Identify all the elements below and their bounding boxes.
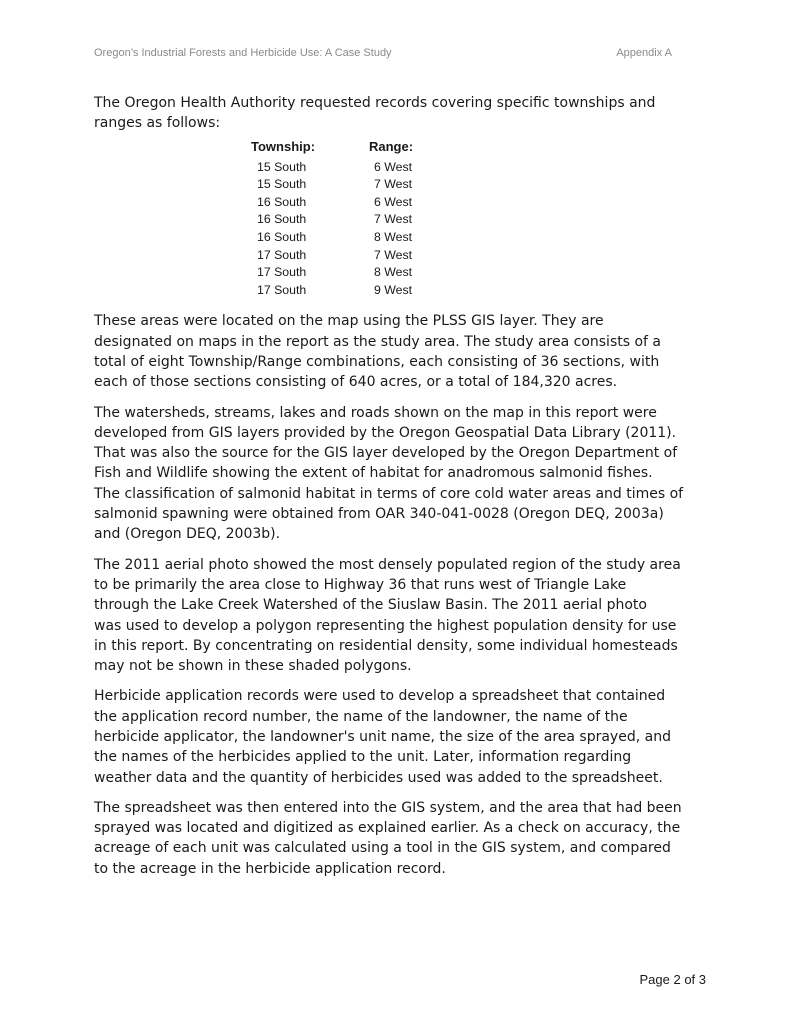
spreadsheet-gis-paragraph: The spreadsheet was then entered into the GIS system, and the area that had been sprayed was located and digitized as explained earlier. As a check on accuracy, the acreage of each unit was calculated using a tool in the GIS system, and compared to the acreage in the herbicide application record. [94,799,682,877]
range-cell: 7 West [374,212,413,227]
table-row [251,247,429,265]
header-title: Oregon’s Industrial Forests and Herbicide Use: A Case Study [94,47,392,59]
intro-paragraph: The Oregon Health Authority requested records covering specific townships and ranges as follows: [94,95,656,132]
township-cell: 17 South [257,247,307,262]
range-cell: 6 West [374,159,413,174]
page-header [94,47,672,63]
township-cell: 17 South [257,265,307,280]
range-cell: 9 West [374,282,413,297]
range-cell: 7 West [374,177,413,192]
page-number: Page 2 of 3 [639,972,706,987]
study-area-paragraph: These areas were located on the map using the PLSS GIS layer. They are designated on maps in the report as the study area. The study area consists of a total of eight Township/Range combinations, each consisting of 36 sections, with each of those sections consisting of 640 acres, or a total of 184,320 acres. [94,313,661,391]
range-cell: 7 West [374,247,413,262]
table-row [251,176,429,194]
township-cell: 17 South [257,282,307,297]
table-row [251,159,429,177]
table-row [251,282,429,300]
table-header-row [251,139,429,159]
range-cell: 8 West [374,229,413,244]
document-body [94,93,708,889]
gis-layers-paragraph: The watersheds, streams, lakes and roads shown on the map in this report were developed from GIS layers provided by the Oregon Geospatial Data Library (2011). That was also the source for the GIS layer developed by the Oregon Department of Fish and Wildlife showing the extent of habitat for anadromous salmonid fishes. The classification of salmonid habitat in terms of core cold water areas and times of salmonid spawning were obtained from OAR 340-041-0028 (Oregon DEQ, 2003a) and (Oregon DEQ, 2003b). [94,404,684,543]
township-range-table [251,139,429,300]
township-cell: 16 South [257,229,307,244]
township-cell: 15 South [257,177,307,192]
table-row [251,211,429,229]
range-column-header: Range: [369,138,414,154]
township-column-header: Township: [251,138,316,154]
township-cell: 16 South [257,194,307,209]
township-cell: 15 South [257,159,307,174]
range-cell: 8 West [374,265,413,280]
herbicide-records-paragraph: Herbicide application records were used to develop a spreadsheet that contained the application record number, the name of the landowner, the name of the herbicide applicator, the landowner's unit name, the size of the area sprayed, and the names of the herbicides applied to the unit. Later, information regarding weather data and the quantity of herbicides used was added to the spreadsheet. [94,688,671,786]
table-row [251,194,429,212]
range-cell: 6 West [374,194,413,209]
table-row [251,229,429,247]
township-cell: 16 South [257,212,307,227]
table-row [251,264,429,282]
header-appendix: Appendix A [616,47,672,59]
aerial-photo-paragraph: The 2011 aerial photo showed the most densely populated region of the study area to be primarily the area close to Highway 36 that runs west of Triangle Lake through the Lake Creek Watershed of the Siuslaw Basin. The 2011 aerial photo was used to develop a polygon representing the highest population density for use in this report. By concentrating on residential density, some individual homesteads may not be shown in these shaded polygons. [94,556,681,675]
